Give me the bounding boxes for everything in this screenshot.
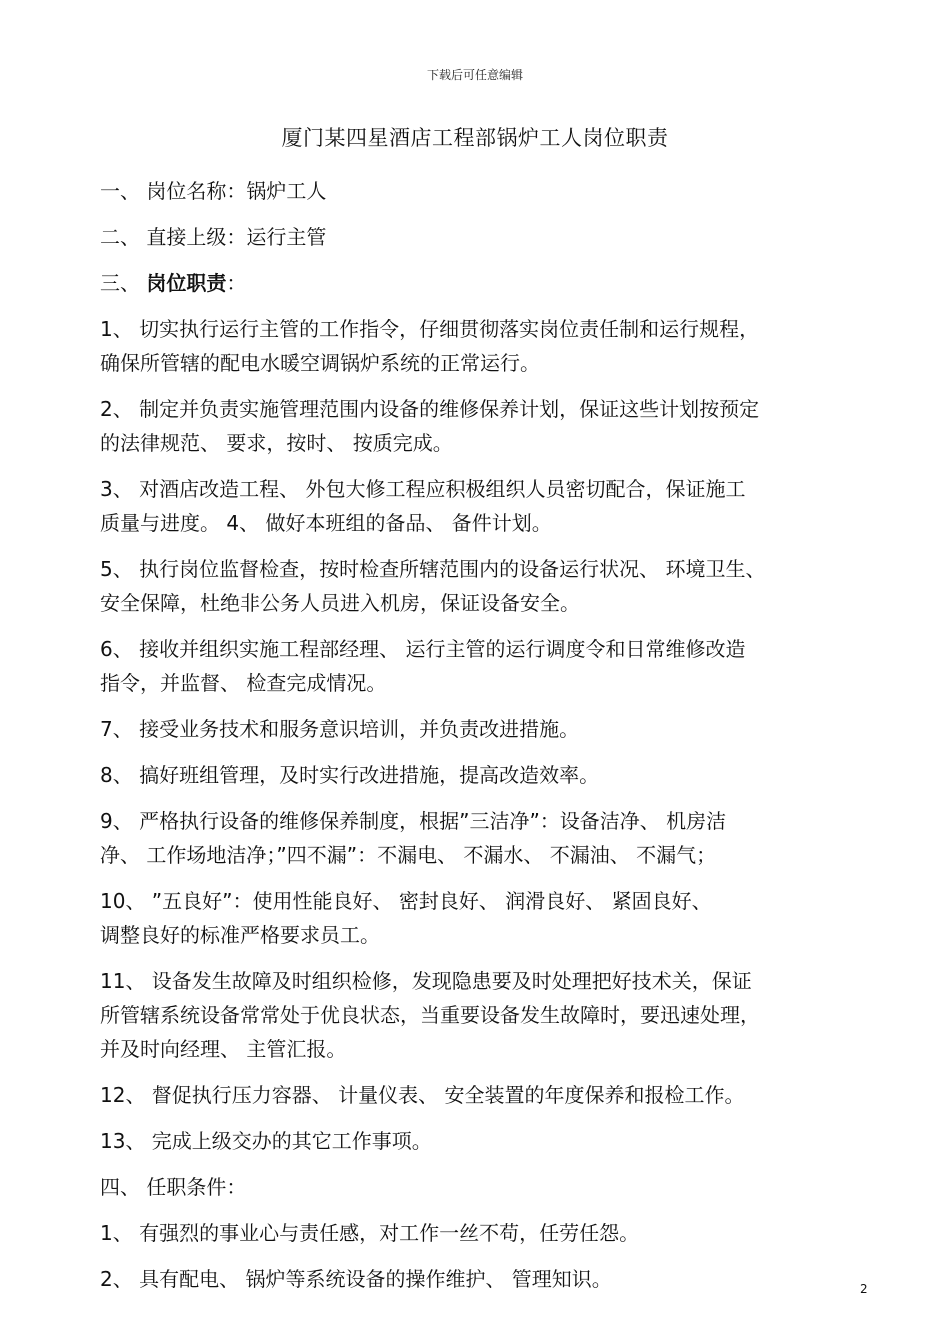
duty-item [100,632,870,700]
duty-item-line: 7、 接受业务技术和服务意识培训，并负责改进措施。 [100,717,580,741]
section-position-name: 一、 岗位名称：锅炉工人 [100,179,327,203]
duty-item [100,884,870,952]
section-duties-prefix: 三、 [100,271,147,295]
duty-item-line: 的法律规范、 要求，按时、 按质完成。 [100,431,453,455]
duty-item-line: 并及时向经理、 主管汇报。 [100,1037,347,1061]
duty-item-line: 安全保障，杜绝非公务人员进入机房，保证设备安全。 [100,591,580,615]
duties-list [100,312,870,1158]
duty-item [100,964,870,1066]
page-number: 2 [860,1282,868,1296]
duty-item [100,312,870,380]
duty-item-line: 8、 搞好班组管理，及时实行改进措施，提高改造效率。 [100,763,600,787]
duty-item [100,804,870,872]
section-supervisor: 二、 直接上级：运行主管 [100,225,327,249]
duty-item-line: 5、 执行岗位监督检查，按时检查所辖范围内的设备运行状况、 环境卫生、 [100,557,766,581]
duty-item [100,392,870,460]
duty-item-line: 11、 设备发生故障及时组织检修，发现隐患要及时处理把好技术关，保证 [100,969,752,993]
requirement-item-line: 1、 有强烈的事业心与责任感，对工作一丝不苟，任劳任怨。 [100,1221,640,1245]
duty-item-line: 2、 制定并负责实施管理范围内设备的维修保养计划，保证这些计划按预定 [100,397,760,421]
duty-item-line: 12、 督促执行压力容器、 计量仪表、 安全装置的年度保养和报检工作。 [100,1083,745,1107]
duty-item-line: 13、 完成上级交办的其它工作事项。 [100,1129,432,1153]
document-body [100,174,870,1308]
duty-item-line: 净、 工作场地洁净；”四不漏”：不漏电、 不漏水、 不漏油、 不漏气； [100,843,717,867]
section-duties-heading [100,266,870,300]
duty-item-line: 3、 对酒店改造工程、 外包大修工程应积极组织人员密切配合，保证施工 [100,477,746,501]
section-duties-suffix: ： [226,271,247,295]
duty-item-line: 所管辖系统设备常常处于优良状态，当重要设备发生故障时，要迅速处理， [100,1003,760,1027]
duty-item-line: 调整良好的标准严格要求员工。 [100,923,380,947]
duty-item [100,1124,870,1158]
duty-item-line: 质量与进度。 4、 做好本班组的备品、 备件计划。 [100,511,552,535]
requirements-list [100,1216,870,1296]
requirement-item [100,1262,870,1296]
document-title: 厦门某四星酒店工程部锅炉工人岗位职责 [281,126,669,150]
duty-item-line: 10、 ”五良好”：使用性能良好、 密封良好、 润滑良好、 紧固良好、 [100,889,712,913]
section-duties-title: 岗位职责 [146,271,227,295]
duty-item [100,472,870,540]
duty-item-line: 确保所管辖的配电水暖空调锅炉系统的正常运行。 [100,351,540,375]
duty-item-line: 9、 严格执行设备的维修保养制度，根据”三洁净”：设备洁净、 机房洁 [100,809,727,833]
section-requirements-heading: 四、 任职条件： [100,1175,247,1199]
duty-item [100,552,870,620]
duty-item [100,1078,870,1112]
duty-item [100,758,870,792]
duty-item-line: 1、 切实执行运行主管的工作指令，仔细贯彻落实岗位责任制和运行规程， [100,317,760,341]
requirement-item-line: 2、 具有配电、 锅炉等系统设备的操作维护、 管理知识。 [100,1267,612,1291]
duty-item [100,712,870,746]
duty-item-line: 6、 接收并组织实施工程部经理、 运行主管的运行调度令和日常维修改造 [100,637,746,661]
header-note: 下载后可任意编辑 [426,68,523,82]
duty-item-line: 指令，并监督、 检查完成情况。 [100,671,387,695]
requirement-item [100,1216,870,1250]
